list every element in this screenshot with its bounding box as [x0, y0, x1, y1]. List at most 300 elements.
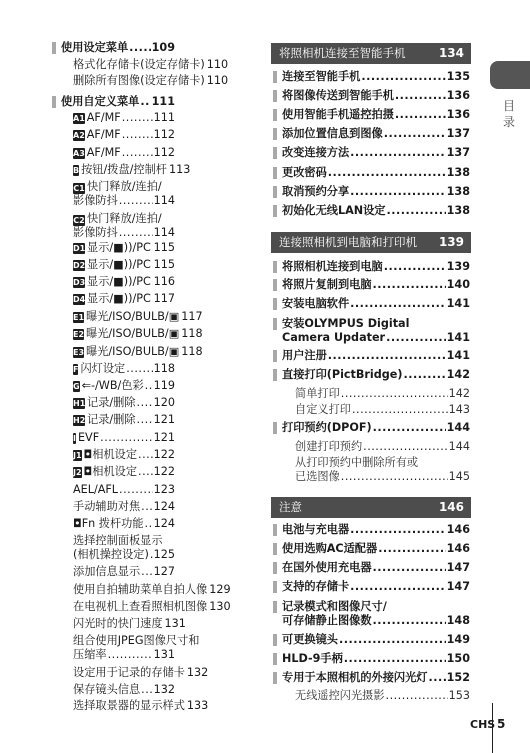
toc-page-number: 130: [209, 600, 231, 613]
menu-tab-badge: F: [73, 365, 79, 374]
toc-entry[interactable]: [282, 127, 470, 141]
toc-entry-line: [73, 74, 229, 88]
leader-dots: [361, 70, 445, 84]
leader-dots: [339, 633, 446, 647]
toc-entry-title: EVF: [77, 431, 100, 444]
toc-entry-title: 创建打印预约: [295, 440, 363, 453]
toc-entry[interactable]: [282, 166, 470, 180]
toc-entry-line: [73, 194, 175, 208]
toc-entry-line: [73, 565, 175, 579]
toc-entry-line: [73, 413, 175, 427]
leader-dots: [122, 146, 153, 160]
toc-entry-title: AF/MF: [86, 128, 121, 141]
section-marker: [273, 71, 277, 83]
menu-tab-badge: D4: [73, 295, 86, 304]
toc-page-number: 116: [153, 275, 175, 288]
toc-page-number: 115: [153, 258, 175, 271]
toc-page-number: 124: [153, 500, 175, 513]
toc-entry-line: [282, 127, 470, 141]
toc-page-number: 110: [206, 74, 229, 87]
toc-entry-line: [282, 317, 470, 331]
section-marker: [273, 279, 277, 291]
toc-entry[interactable]: [282, 297, 470, 311]
toc-entry-line: [73, 500, 175, 514]
toc-entry[interactable]: [73, 180, 175, 208]
leader-dots: [350, 580, 446, 594]
toc-page-number: 145: [448, 470, 470, 483]
toc-page-number: 114: [153, 226, 175, 239]
toc-entry-line: [73, 448, 175, 462]
menu-tab-badge: J1: [73, 451, 82, 460]
toc-page-number: 114: [153, 194, 175, 207]
toc-page-number: 119: [153, 379, 175, 392]
leader-dots: [137, 413, 153, 427]
section-marker: [273, 186, 277, 198]
toc-entry[interactable]: [73, 345, 203, 359]
toc-page-number: 138: [446, 204, 470, 217]
leader-dots: [152, 275, 153, 289]
toc-page-number: 132: [153, 683, 175, 696]
toc-entry-title: 打印预约(DPOF): [282, 421, 372, 434]
toc-entry-title: 压缩率: [73, 648, 107, 661]
toc-page-number: 117: [181, 310, 203, 323]
section-header: [271, 232, 471, 253]
toc-entry[interactable]: [73, 128, 175, 142]
toc-page-number: 112: [153, 128, 175, 141]
toc-page-number: 109: [151, 41, 175, 54]
leader-dots: [386, 331, 446, 345]
leader-dots: [141, 683, 153, 697]
section-header: [271, 43, 471, 64]
toc-entry-line: [73, 379, 175, 393]
menu-tab-badge: H2: [73, 416, 86, 425]
toc-page-number: 137: [446, 146, 470, 159]
toc-entry-line: [282, 278, 470, 292]
toc-entry[interactable]: [282, 70, 470, 84]
toc-entry[interactable]: [282, 317, 470, 345]
toc-entry-line: [73, 683, 175, 697]
section-marker: [273, 128, 277, 140]
toc-entry-line: [295, 689, 470, 703]
toc-entry-title: AF/MF: [86, 146, 121, 159]
section-marker: [273, 634, 277, 646]
toc-entry[interactable]: [282, 89, 470, 103]
toc-page-number: 146: [446, 542, 470, 555]
leader-dots: [403, 368, 445, 382]
toc-entry-title: 将照相机连接到电脑: [282, 260, 383, 273]
toc-entry-title: AEL/AFL: [73, 483, 119, 496]
contents-tab-label: [502, 98, 516, 130]
toc-entry[interactable]: [282, 368, 470, 382]
toc-entry[interactable]: [282, 633, 470, 647]
section-marker: [273, 261, 277, 273]
toc-entry-title: 在国外使用充电器: [282, 561, 372, 574]
toc-entry-title: 更改密码: [282, 166, 327, 179]
toc-entry-line: [73, 310, 203, 324]
toc-entry-line: [282, 652, 470, 666]
toc-entry-title: 添加信息显示: [73, 565, 141, 578]
toc-page-number: 122: [153, 448, 175, 461]
toc-entry-title: ⇐-/WB/色彩: [81, 379, 144, 392]
toc-entry-line: [295, 403, 470, 417]
toc-entry-line: [282, 580, 470, 594]
toc-entry-title: 连接至智能手机: [282, 70, 361, 83]
toc-entry-title: 组合使用JPEG图像尺寸和: [73, 634, 200, 647]
toc-entry-line: [282, 542, 470, 556]
toc-entry[interactable]: [282, 523, 470, 537]
section-marker: [273, 601, 277, 613]
toc-entry-title: 改变连接方法: [282, 146, 350, 159]
section-title: 注意: [279, 500, 302, 514]
leader-dots: [363, 440, 448, 454]
toc-page-number: 146: [446, 523, 470, 536]
toc-entry[interactable]: [73, 146, 175, 160]
leader-dots: [119, 194, 153, 208]
toc-entry[interactable]: [282, 146, 470, 160]
toc-entry-title: 闪灯设定: [80, 362, 126, 375]
toc-entry-line: [73, 258, 175, 272]
leader-dots: [328, 166, 446, 180]
toc-entry[interactable]: [73, 212, 175, 240]
toc-entry[interactable]: [282, 185, 470, 199]
toc-page-number: 118: [153, 362, 175, 375]
toc-entry[interactable]: [73, 241, 175, 255]
menu-tab-badge: I: [73, 434, 76, 443]
toc-entry[interactable]: [61, 41, 175, 55]
toc-entry-title: 设定用于记录的存储卡: [73, 666, 185, 679]
toc-page-number: 118: [181, 327, 203, 340]
toc-entry[interactable]: [282, 652, 470, 666]
toc-entry-line: [73, 327, 203, 341]
toc-entry-line: [282, 185, 470, 199]
toc-entry-title: 自定义打印: [295, 403, 351, 416]
toc-page-number: 137: [446, 127, 470, 140]
menu-tab-badge: E1: [73, 313, 85, 322]
toc-entry[interactable]: [282, 580, 470, 594]
leader-dots: [141, 565, 153, 579]
toc-entry[interactable]: [73, 600, 231, 614]
toc-entry-line: [282, 297, 470, 311]
toc-page-number: 113: [168, 163, 191, 176]
toc-entry-line: [282, 349, 470, 363]
toc-entry-title: 快门释放/连拍/: [87, 212, 162, 225]
toc-entry-title: (相机操控设定): [73, 548, 149, 561]
leader-dots: [350, 185, 446, 199]
toc-page-number: 133: [186, 699, 209, 712]
toc-entry[interactable]: [282, 349, 470, 363]
section-marker: [273, 672, 277, 684]
toc-entry-line: [282, 421, 470, 435]
toc-entry[interactable]: [73, 634, 200, 662]
toc-entry[interactable]: [73, 327, 203, 341]
section-title: 连接照相机到电脑和打印机: [279, 235, 417, 249]
leader-dots: [119, 226, 153, 240]
menu-tab-badge: A2: [73, 131, 85, 140]
leader-dots: [395, 89, 446, 103]
toc-entry-title: 从打印预约中删除所有或: [295, 456, 419, 469]
leader-dots: [152, 292, 153, 306]
toc-entry-line: [73, 617, 186, 631]
toc-entry-title: 添加位置信息到图像: [282, 127, 383, 140]
toc-entry[interactable]: [295, 403, 470, 417]
section-marker: [273, 562, 277, 574]
toc-entry[interactable]: [73, 534, 175, 562]
toc-entry[interactable]: [73, 310, 203, 324]
section-page-number: 146: [438, 500, 464, 514]
contents-tab-label-char: 目: [502, 99, 515, 113]
toc-page-number: 153: [448, 689, 470, 702]
toc-entry-title: 影像防抖: [73, 194, 118, 207]
toc-page-number: 143: [448, 403, 470, 416]
leader-dots: [126, 362, 152, 376]
toc-entry-title: 专用于本照相机的外接闪光灯: [282, 671, 428, 684]
section-page-number: 134: [438, 46, 464, 60]
menu-tab-badge: D2: [73, 261, 86, 270]
toc-entry[interactable]: [282, 561, 470, 575]
toc-entry-title: AF/MF: [86, 111, 121, 124]
leader-dots: [341, 470, 448, 484]
leader-dots: [137, 396, 153, 410]
leader-dots: [100, 431, 152, 445]
section-marker: [273, 298, 277, 310]
toc-entry-line: [61, 41, 175, 55]
toc-entry-title: 安装电脑软件: [282, 297, 350, 310]
section-marker: [273, 109, 277, 121]
leader-dots: [145, 517, 153, 531]
toc-entry[interactable]: [295, 387, 470, 401]
leader-dots: [152, 241, 153, 255]
toc-page-number: 127: [153, 565, 175, 578]
toc-entry[interactable]: [73, 683, 175, 697]
toc-page-number: 152: [446, 671, 470, 684]
toc-entry-title: 取消预约分享: [282, 185, 350, 198]
toc-entry[interactable]: [61, 95, 175, 109]
toc-entry-title: 使用选购AC适配器: [282, 542, 378, 555]
toc-entry[interactable]: [282, 278, 470, 292]
toc-entry[interactable]: [282, 671, 470, 685]
toc-entry-title: 已选图像: [295, 470, 340, 483]
leader-dots: [373, 421, 446, 435]
toc-entry[interactable]: [73, 396, 175, 410]
toc-entry-title: 将照片复制到电脑: [282, 278, 372, 291]
leader-dots: [328, 349, 446, 363]
leader-dots: [386, 204, 445, 218]
toc-entry[interactable]: [282, 108, 470, 122]
toc-entry-title: 显示/■))/PC: [87, 292, 151, 305]
toc-entry[interactable]: [73, 111, 175, 125]
toc-entry[interactable]: [295, 456, 470, 484]
toc-entry-title: 记录模式和图像尺寸/: [282, 600, 387, 613]
leader-dots: [384, 260, 446, 274]
leader-dots: [145, 379, 153, 393]
toc-entry-title: 选择控制面板显示: [73, 534, 163, 547]
toc-entry[interactable]: [73, 74, 229, 88]
leader-dots: [350, 523, 446, 537]
section-marker: [273, 90, 277, 102]
leader-dots: [108, 648, 153, 662]
toc-entry[interactable]: [295, 689, 470, 703]
leader-dots: [152, 258, 153, 272]
toc-page-number: 125: [153, 548, 175, 561]
leader-dots: [122, 128, 153, 142]
toc-entry-title: 曝光/ISO/BULB/▣: [86, 310, 180, 323]
toc-entry[interactable]: [73, 448, 175, 462]
toc-entry[interactable]: [73, 517, 175, 531]
toc-entry[interactable]: [73, 275, 175, 289]
toc-page-number: 131: [153, 648, 175, 661]
toc-entry[interactable]: [282, 260, 470, 274]
camera-icon: ◘: [83, 448, 93, 461]
section-marker: [273, 581, 277, 593]
toc-page-number: 141: [446, 331, 470, 344]
toc-page-number: 150: [446, 652, 470, 665]
toc-entry-title: 简单打印: [295, 387, 340, 400]
toc-entry[interactable]: [73, 666, 209, 680]
toc-entry-line: [73, 146, 175, 160]
toc-page-number: 142: [446, 368, 470, 381]
leader-dots: [373, 614, 446, 628]
leader-dots: [119, 483, 153, 497]
section-marker: [52, 96, 56, 108]
leader-dots: [129, 41, 151, 55]
menu-tab-badge: C1: [73, 184, 85, 193]
menu-tab-badge: E3: [73, 348, 85, 357]
toc-entry-title: 记录/删除: [87, 413, 136, 426]
toc-entry-title: 显示/■))/PC: [87, 258, 151, 271]
toc-page-number: 144: [446, 421, 470, 434]
toc-entry-title: HLD-9手柄: [282, 652, 343, 665]
toc-entry-title: 保存镜头信息: [73, 683, 141, 696]
toc-entry-line: [73, 128, 175, 142]
toc-entry-line: [295, 470, 470, 484]
section-marker: [273, 369, 277, 381]
toc-entry[interactable]: [282, 421, 470, 435]
toc-entry[interactable]: [282, 600, 470, 628]
toc-entry-line: [73, 666, 209, 680]
section-marker: [273, 318, 277, 330]
toc-entry[interactable]: [73, 413, 175, 427]
section-marker: [52, 42, 56, 54]
toc-entry[interactable]: [73, 617, 186, 631]
menu-tab-badge: A1: [73, 114, 85, 123]
leader-dots: [428, 671, 445, 685]
leader-dots: [384, 127, 446, 141]
toc-entry[interactable]: [73, 699, 209, 713]
leader-dots: [138, 465, 153, 479]
leader-dots: [122, 111, 153, 125]
toc-page-number: 144: [448, 440, 470, 453]
toc-entry[interactable]: [73, 431, 175, 445]
toc-entry-title: Fn 拨杆功能: [81, 517, 144, 530]
section-marker: [273, 543, 277, 555]
toc-page-number: 147: [446, 561, 470, 574]
toc-entry-line: [73, 212, 175, 226]
toc-entry-title: 删除所有图像(设定存储卡): [73, 74, 205, 87]
toc-page-number: 132: [186, 666, 209, 679]
leader-dots: [373, 561, 446, 575]
toc-page-number: 121: [153, 413, 175, 426]
toc-entry-title: 使用自拍辅助菜单自拍人像: [73, 583, 208, 596]
toc-entry[interactable]: [73, 292, 175, 306]
toc-entry[interactable]: [73, 465, 175, 479]
toc-entry-line: [282, 108, 470, 122]
toc-entry-line: [73, 396, 175, 410]
toc-page-number: 138: [446, 166, 470, 179]
toc-entry-line: [295, 387, 470, 401]
leader-dots: [386, 689, 448, 703]
section-page-number: 139: [438, 235, 464, 249]
toc-entry-title: 将图像传送到智能手机: [282, 89, 394, 102]
toc-page-number: 123: [153, 483, 175, 496]
toc-entry[interactable]: [73, 362, 175, 376]
toc-entry[interactable]: [282, 204, 470, 218]
toc-entry[interactable]: [73, 483, 175, 497]
toc-page-number: 141: [446, 349, 470, 362]
section-header: [271, 497, 471, 518]
toc-page-number: 131: [164, 617, 186, 630]
toc-entry[interactable]: [73, 565, 175, 579]
toc-entry-line: [282, 633, 470, 647]
toc-entry-line: [73, 362, 175, 376]
toc-entry-title: 影像防抖: [73, 226, 118, 239]
toc-entry-line: [282, 368, 470, 382]
toc-entry-line: [282, 70, 470, 84]
menu-tab-badge: J2: [73, 468, 82, 477]
toc-entry-title: 显示/■))/PC: [87, 275, 151, 288]
toc-entry[interactable]: [73, 500, 175, 514]
toc-entry-line: [282, 89, 470, 103]
contents-tab[interactable]: [490, 61, 530, 89]
toc-page-number: 136: [446, 89, 470, 102]
toc-entry-line: [282, 614, 470, 628]
toc-entry-title: 直接打印(PictBridge): [282, 368, 403, 381]
toc-entry[interactable]: [73, 58, 229, 72]
toc-entry[interactable]: [73, 583, 231, 597]
toc-page-number: 115: [153, 241, 175, 254]
toc-entry-line: [282, 260, 470, 274]
toc-entry-line: [73, 465, 175, 479]
toc-entry-title: 使用设定菜单: [61, 41, 129, 54]
toc-entry-title: 手动辅助对焦: [73, 500, 141, 513]
menu-tab-badge: B: [73, 166, 80, 175]
toc-entry-title: 电池与充电器: [282, 523, 350, 536]
toc-page-number: 148: [446, 614, 470, 627]
toc-entry-line: [73, 517, 175, 531]
leader-dots: [344, 652, 446, 666]
toc-entry-line: [282, 166, 470, 180]
toc-entry-line: [282, 561, 470, 575]
toc-page-number: 147: [446, 580, 470, 593]
toc-entry[interactable]: [73, 379, 175, 393]
toc-entry-line: [73, 534, 175, 548]
toc-entry-title: 相机设定: [92, 448, 138, 461]
toc-entry-line: [73, 163, 191, 177]
menu-tab-badge: D3: [73, 278, 86, 287]
toc-entry[interactable]: [73, 258, 175, 272]
toc-entry[interactable]: [282, 542, 470, 556]
toc-entry-line: [73, 275, 175, 289]
toc-entry-title: Camera Updater: [282, 331, 386, 344]
toc-entry-line: [295, 440, 470, 454]
toc-entry-title: 闪光时的快门速度: [73, 617, 163, 630]
toc-entry-line: [73, 292, 175, 306]
leader-dots: [350, 146, 446, 160]
toc-page-number: 135: [446, 70, 470, 83]
toc-entry[interactable]: [73, 163, 191, 177]
toc-page-number: 140: [446, 278, 470, 291]
toc-entry-title: 初始化无线LAN设定: [282, 204, 386, 217]
toc-entry[interactable]: [295, 440, 470, 454]
